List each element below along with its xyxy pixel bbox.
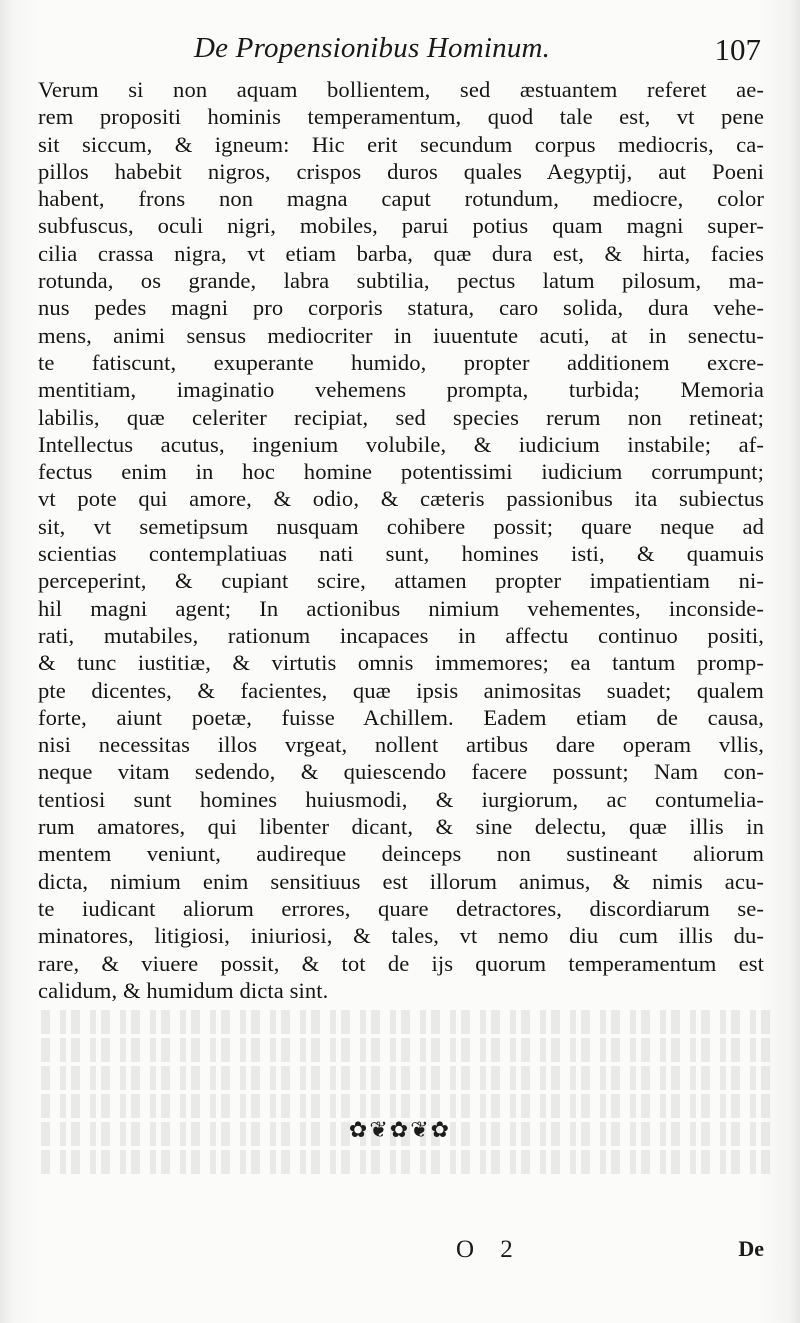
text-line: habent, frons non magna caput rotundum, mediocre, color [38,186,764,212]
text-line: te iudicant aliorum errores, quare detractores, discordiarum se- [38,895,764,921]
text-line: mentitiam, imaginatio vehemens prompta, turbida; Memoria [38,377,764,403]
text-line: forte, aiunt poetæ, fuisse Achillem. Eadem etiam de causa, [38,704,764,730]
text-line: rotunda, os grande, labra subtilia, pectus latum pilosum, ma- [38,268,764,294]
text-line: rum amatores, qui libenter dicant, & sine delectu, quæ illis in [38,814,764,840]
text-line: cilia crassa nigra, vt etiam barba, quæ dura est, & hirta, facies [38,240,764,266]
text-line: minatores, litigiosi, iniuriosi, & tales, vt nemo diu cum illis du- [38,923,764,949]
running-title: De Propensionibus Hominum. [194,32,551,64]
page-header [60,26,775,70]
text-line: nisi necessitas illos vrgeat, nollent artibus dare operam vllis, [38,732,764,758]
text-line: neque vitam sedendo, & quiescendo facere possunt; Nam con- [38,759,764,785]
text-line: Intellectus acutus, ingenium volubile, & iudicium instabile; af- [38,431,764,457]
text-line: dicta, nimium enim sensitiuus est illorum animus, & nimis acu- [38,868,764,894]
text-line: mens, animi sensus mediocriter in iuuentute acuti, at in senectu- [38,322,764,348]
text-line: te fatiscunt, exuperante humido, propter additionem excre- [38,349,764,375]
bleed-through-shadow [40,1010,770,1210]
text-line: nus pedes magni pro corporis statura, caro solida, dura vehe- [38,295,764,321]
text-line: labilis, quæ celeriter recipiat, sed species rerum non retineat; [38,404,764,430]
text-line: calidum, & humidum dicta sint. [38,977,329,1003]
text-line: hil magni agent; In actionibus nimium vehementes, inconside- [38,595,764,621]
page-number: 107 [714,32,761,67]
text-line: rem propositi hominis temperamentum, quod tale est, vt pene [38,104,764,130]
text-line: fectus enim in hoc homine potentissimi iudicium corrumpunt; [38,459,764,485]
text-line: & tunc iustitiæ, & virtutis omnis immemores; ea tantum promp- [38,650,764,676]
text-line: sit siccum, & igneum: Hic erit secundum corpus mediocris, ca- [38,131,764,157]
text-line: tentiosi sunt homines huiusmodi, & iurgiorum, ac contumelia- [38,786,764,812]
body-text [38,76,764,1004]
text-line: rati, mutabiles, rationum incapaces in affectu continuo positi, [38,622,764,648]
text-line: pillos habebit nigros, crispos duros quales Aegyptij, aut Poeni [38,158,764,184]
printers-ornament: ✿❦✿❦✿ [348,1118,452,1143]
text-line: pte dicentes, & facientes, quæ ipsis animositas suadet; qualem [38,677,764,703]
text-line: scientias contemplatiuas nati sunt, homines isti, & quamuis [38,541,764,567]
text-line: mentem veniunt, audireque deinceps non sustineant aliorum [38,841,764,867]
text-line: vt pote qui amore, & odio, & cæteris passionibus ita subiectus [38,486,764,512]
signature-mark: O 2 [456,1236,523,1263]
text-line: sit, vt semetipsum nusquam cohibere possit; quare neque ad [38,513,764,539]
catchword: De [738,1236,764,1261]
text-line: Verum si non aquam bollientem, sed æstuantem referet ae- [38,77,764,102]
text-line: rare, & viuere possit, & tot de ijs quorum temperamentum est [38,950,764,976]
text-line: subfuscus, oculi nigri, mobiles, parui potius quam magni super- [38,213,764,239]
text-line: perceperint, & cupiant scire, attamen propter impatientiam ni- [38,568,764,594]
page-footer [0,1236,800,1276]
